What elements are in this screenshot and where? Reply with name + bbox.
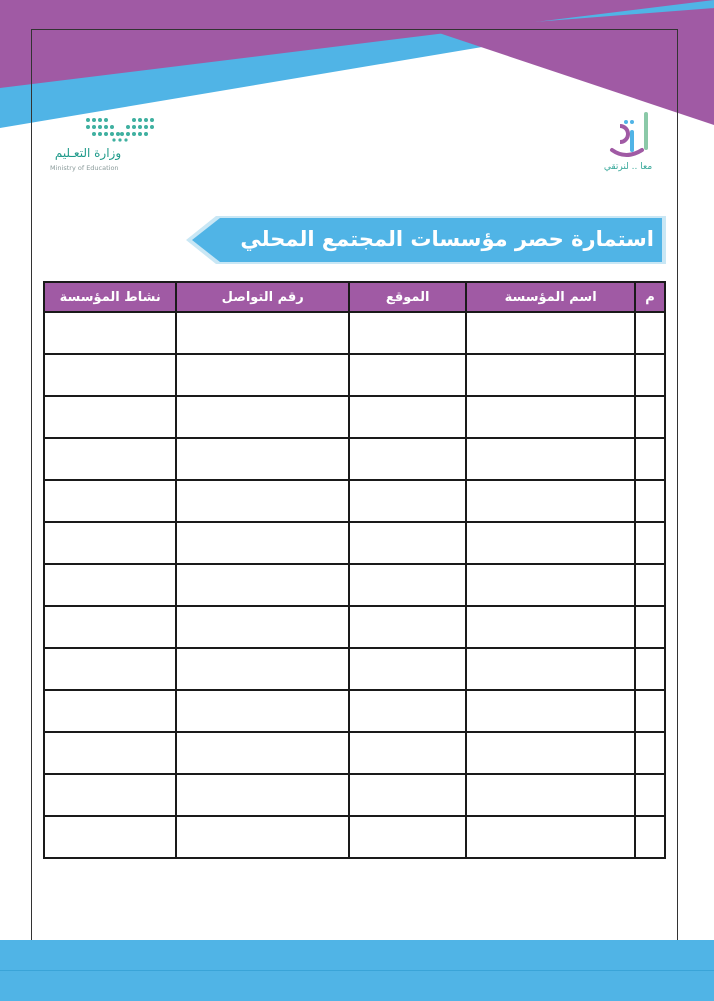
cell-number[interactable] bbox=[635, 816, 665, 858]
cell-institution-activity[interactable] bbox=[44, 816, 176, 858]
table-row bbox=[44, 522, 665, 564]
header-number: م bbox=[635, 282, 665, 312]
cell-institution-name[interactable] bbox=[466, 606, 635, 648]
irtiqa-logo bbox=[600, 110, 660, 180]
cell-contact-number[interactable] bbox=[176, 396, 349, 438]
cell-number[interactable] bbox=[635, 438, 665, 480]
cell-location[interactable] bbox=[349, 816, 466, 858]
footer-band-inner bbox=[0, 970, 714, 1001]
cell-location[interactable] bbox=[349, 774, 466, 816]
cell-institution-activity[interactable] bbox=[44, 480, 176, 522]
cell-contact-number[interactable] bbox=[176, 522, 349, 564]
cell-location[interactable] bbox=[349, 312, 466, 354]
table-row bbox=[44, 648, 665, 690]
table-row bbox=[44, 564, 665, 606]
institutions-table bbox=[43, 281, 666, 859]
cell-number[interactable] bbox=[635, 396, 665, 438]
table-row bbox=[44, 816, 665, 858]
footer-band bbox=[0, 940, 714, 1000]
ministry-name-english: Ministry of Education bbox=[50, 164, 119, 172]
cell-location[interactable] bbox=[349, 648, 466, 690]
cell-location[interactable] bbox=[349, 354, 466, 396]
cell-contact-number[interactable] bbox=[176, 648, 349, 690]
table-row bbox=[44, 438, 665, 480]
cell-location[interactable] bbox=[349, 396, 466, 438]
cell-institution-name[interactable] bbox=[466, 396, 635, 438]
header-contact-number: رقم التواصل bbox=[176, 282, 349, 312]
cell-institution-name[interactable] bbox=[466, 312, 635, 354]
cell-location[interactable] bbox=[349, 564, 466, 606]
cell-institution-activity[interactable] bbox=[44, 312, 176, 354]
cell-contact-number[interactable] bbox=[176, 480, 349, 522]
table-row bbox=[44, 354, 665, 396]
cell-contact-number[interactable] bbox=[176, 438, 349, 480]
cell-contact-number[interactable] bbox=[176, 354, 349, 396]
header-location: الموقع bbox=[349, 282, 466, 312]
cell-institution-activity[interactable] bbox=[44, 774, 176, 816]
table-row bbox=[44, 690, 665, 732]
cell-institution-name[interactable] bbox=[466, 732, 635, 774]
cell-contact-number[interactable] bbox=[176, 564, 349, 606]
cell-location[interactable] bbox=[349, 438, 466, 480]
cell-institution-name[interactable] bbox=[466, 438, 635, 480]
cell-institution-activity[interactable] bbox=[44, 690, 176, 732]
cell-location[interactable] bbox=[349, 732, 466, 774]
cell-contact-number[interactable] bbox=[176, 816, 349, 858]
cell-number[interactable] bbox=[635, 312, 665, 354]
cell-number[interactable] bbox=[635, 522, 665, 564]
page-title: استمارة حصر مؤسسات المجتمع المحلي bbox=[240, 227, 654, 251]
cell-institution-activity[interactable] bbox=[44, 522, 176, 564]
cell-institution-activity[interactable] bbox=[44, 732, 176, 774]
header-institution-activity: نشاط المؤسسة bbox=[44, 282, 176, 312]
cell-contact-number[interactable] bbox=[176, 774, 349, 816]
cell-number[interactable] bbox=[635, 606, 665, 648]
cell-institution-name[interactable] bbox=[466, 648, 635, 690]
cell-institution-activity[interactable] bbox=[44, 606, 176, 648]
cell-number[interactable] bbox=[635, 354, 665, 396]
cell-institution-name[interactable] bbox=[466, 522, 635, 564]
header-institution-name: اسم المؤسسة bbox=[466, 282, 635, 312]
table-row bbox=[44, 774, 665, 816]
table-body bbox=[44, 312, 665, 858]
cell-location[interactable] bbox=[349, 690, 466, 732]
cell-number[interactable] bbox=[635, 564, 665, 606]
cell-institution-name[interactable] bbox=[466, 690, 635, 732]
cell-number[interactable] bbox=[635, 732, 665, 774]
cell-institution-name[interactable] bbox=[466, 480, 635, 522]
cell-location[interactable] bbox=[349, 522, 466, 564]
cell-number[interactable] bbox=[635, 774, 665, 816]
cell-contact-number[interactable] bbox=[176, 690, 349, 732]
cell-institution-activity[interactable] bbox=[44, 396, 176, 438]
irtiqa-tagline: معا .. لنرتقي bbox=[603, 162, 653, 172]
table-header-row bbox=[44, 282, 665, 312]
table-row bbox=[44, 396, 665, 438]
cell-institution-activity[interactable] bbox=[44, 438, 176, 480]
cell-number[interactable] bbox=[635, 648, 665, 690]
table-row bbox=[44, 480, 665, 522]
table-row bbox=[44, 606, 665, 648]
ministry-logo-icon bbox=[84, 116, 156, 142]
cell-number[interactable] bbox=[635, 480, 665, 522]
cell-institution-name[interactable] bbox=[466, 564, 635, 606]
cell-contact-number[interactable] bbox=[176, 732, 349, 774]
table-row bbox=[44, 732, 665, 774]
cell-institution-name[interactable] bbox=[466, 816, 635, 858]
cell-institution-activity[interactable] bbox=[44, 354, 176, 396]
cell-contact-number[interactable] bbox=[176, 606, 349, 648]
cell-institution-activity[interactable] bbox=[44, 564, 176, 606]
cell-institution-activity[interactable] bbox=[44, 648, 176, 690]
ministry-logo bbox=[48, 116, 168, 176]
cell-location[interactable] bbox=[349, 606, 466, 648]
irtiqa-logo-icon bbox=[606, 110, 656, 162]
cell-institution-name[interactable] bbox=[466, 354, 635, 396]
table-row bbox=[44, 312, 665, 354]
ministry-name-arabic: وزارة التعـليم bbox=[54, 146, 122, 160]
cell-institution-name[interactable] bbox=[466, 774, 635, 816]
cell-contact-number[interactable] bbox=[176, 312, 349, 354]
cell-number[interactable] bbox=[635, 690, 665, 732]
cell-location[interactable] bbox=[349, 480, 466, 522]
